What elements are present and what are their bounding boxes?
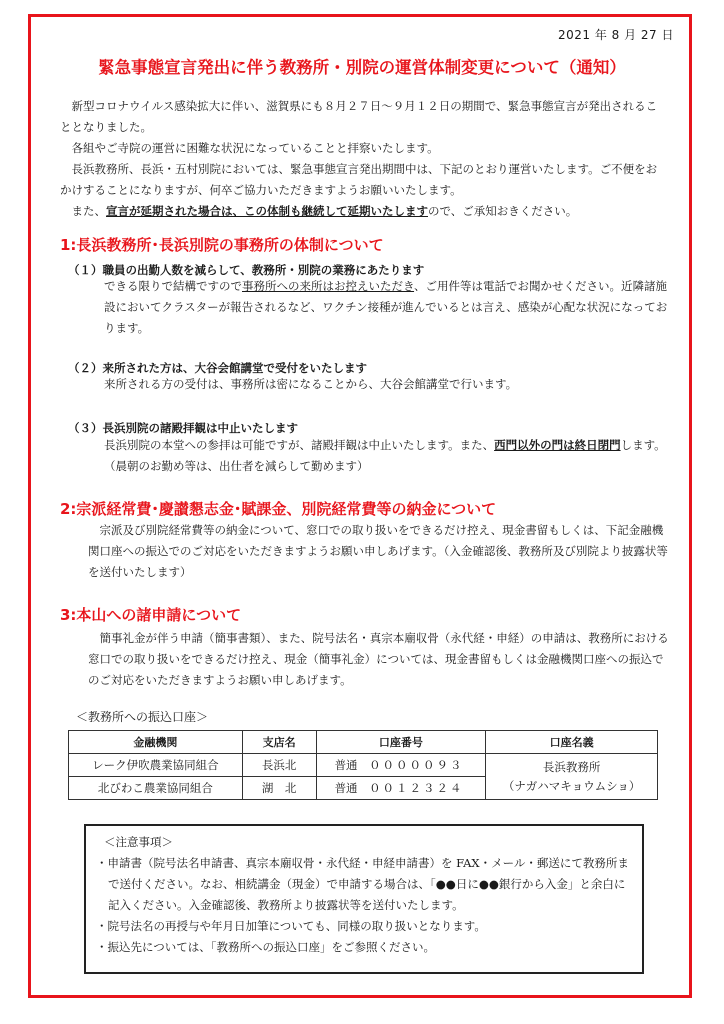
table-row [69,754,658,777]
intro-p4-pre: また、 [71,204,106,218]
section-1-item-1-heading: （１）職員の出勤人数を減らして、教務所・別院の業務にあたります [68,263,425,277]
section-1-item-2-heading: （２）来所された方は、大谷会館講堂で受付をいたします [68,361,367,375]
item-1-text-b: 、ご用件等は電話でお聞かせください。近隣諸施設においてクラスターが報告されるなど、ワクチン接種が進んでいるとは言え、感染が心配な状況になっております。 [104,279,668,335]
section-2-heading: 2:宗派経常費･慶讃懇志金･賦課金、別院経常費等の納金について [60,500,497,518]
intro-paragraph-2: 各組やご寺院の運営に困難な状況になっていることと拝察いたします。 [71,141,439,155]
intro-p4-emphasis: 宣言が延期された場合は、この体制も継続して延期いたします [106,204,428,218]
header-account-holder: 口座名義 [486,731,658,754]
notes-title: ＜注意事項＞ [104,835,173,849]
accounts-table [68,730,658,800]
section-3-text: 簡事礼金が伴う申請（簡事書類）、また、院号法名・真宗本廟収骨（永代経・申経）の申請は、教務所における窓口での取り扱いをできるだけ控え、現金（簡事礼金）については、現金書留もしくは金融機関口座への振込でのご対応をいただきますようお願い申しあげます。 [88,631,669,687]
intro-paragraph-4 [60,201,668,222]
list-item: ・振込先については、「教務所への振込口座」をご参照ください。 [96,940,436,954]
account-holder [486,754,658,800]
account-digits: ０００００９３ [369,758,464,772]
table-header-row [69,731,658,754]
accounts-caption: ＜教務所への振込口座＞ [76,710,209,724]
item-3-text-a: 長浜別院の本堂への参拝は可能ですが、諸殿拝観は中止いたします。また、 [104,438,495,452]
section-3-heading: 3:本山への諸申請について [60,606,242,624]
notes-box [84,824,644,974]
header-account-number: 口座番号 [316,731,486,754]
bank-name: 北びわこ農業協同組合 [69,777,243,800]
list-item: ・院号法名の再授与や年月日加筆についても、同様の取り扱いとなります。 [96,919,486,933]
account-holder-kana: （ナガハマキョウムショ） [502,778,641,793]
account-holder-name: 長浜教務所 [542,759,601,774]
branch-name: 長浜北 [242,754,316,777]
section-1-item-2-text: 来所される方の受付は、事務所は密になることから、大谷会館講堂で行います。 [104,377,518,391]
account-number [316,777,486,800]
document-title: 緊急事態宣言発出に伴う教務所・別院の運営体制変更について（通知） [98,58,626,77]
bank-name: レーク伊吹農業協同組合 [69,754,243,777]
section-2-text: 宗派及び別院経常費等の納金について、窓口での取り扱いをできるだけ控え、現金書留もしくは、下記金融機関口座への振込でのご対応をいただきますようお願い申しあげます。（入金確認後、教務所及び別院より披露状等を送付いたします） [88,523,668,579]
section-1-item-1-text [104,276,670,339]
section-1-heading: 1:長浜教務所･長浜別院の事務所の体制について [60,236,384,254]
section-1-item-3-heading: （３）長浜別院の諸殿拝観は中止いたします [68,421,298,435]
item-1-text-a: できる限りで結構ですので [104,279,242,293]
intro-paragraph-3: 長浜教務所、長浜・五村別院においては、緊急事態宣言発出期間中は、下記のとおり運営いたします。ご不便をおかけすることになりますが、何卒ご協力いただきますようお願いいたします。 [60,162,658,197]
section-1-item-3-text [104,435,670,477]
account-number [316,754,486,777]
issue-date: 2021 年 8 月 27 日 [557,28,674,42]
account-type: 普通 [334,758,358,772]
list-item: ・申請書（院号法名申請書、真宗本廟収骨・永代経・申経申請書）を FAX・メール・郵送にて教務所まで送付ください。なお、相続講金（現金）で申請する場合は、「●●日に●●銀行から入金」と余白に記入ください。入金確認後、教務所より披露状等を送付いたします。 [96,856,629,912]
account-type: 普通 [334,781,358,795]
intro-paragraph-1: 新型コロナウイルス感染拡大に伴い、滋賀県にも８月２７日～９月１２日の期間で、緊急事態宣言が発出されることとなりました。 [60,99,658,134]
header-bank: 金融機関 [69,731,243,754]
notes-list [96,853,632,958]
intro-p4-post: ので、ご承知おきください。 [428,204,578,218]
account-digits: ００１２３２４ [369,781,464,795]
intro-paragraphs [60,96,668,222]
branch-name: 湖 北 [242,777,316,800]
header-branch: 支店名 [242,731,316,754]
item-3-text-emphasis: 西門以外の門は終日閉門 [494,438,621,452]
item-1-text-emphasis: 事務所への来所はお控えいただき [242,279,415,293]
item-3-text-b: します。（晨朝のお勤め等は、出仕者を減らして勤めます） [104,438,666,473]
